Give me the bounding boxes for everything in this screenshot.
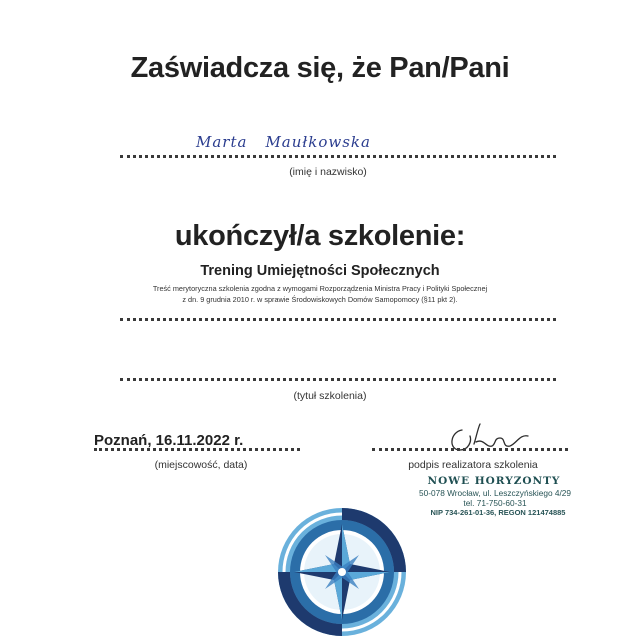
name-caption: (imię i nazwisko) xyxy=(289,166,367,178)
completed-heading: ukończył/a szkolenie: xyxy=(174,220,466,252)
stamp-address: 50-078 Wrocław, ul. Leszczyńskiego 4/29 xyxy=(418,488,572,498)
place-date-dotted-line xyxy=(94,448,300,451)
course-dotted-line-1 xyxy=(120,318,556,321)
course-caption: (tytuł szkolenia) xyxy=(293,390,367,402)
signature-scribble xyxy=(440,420,550,460)
certificate-title: Zaświadcza się, że Pan/Pani xyxy=(130,52,510,84)
place-date-caption: (miejscowość, data) xyxy=(154,459,248,471)
course-description xyxy=(0,283,640,305)
stamp-organization: NOWE HORYZONTY xyxy=(427,475,561,487)
course-description-line-2: z dn. 9 grudnia 2010 r. w sprawie Środowiskowych Domów Samopomocy (§11 pkt 2). xyxy=(182,295,458,304)
signature-caption: podpis realizatora szkolenia xyxy=(408,459,538,471)
course-name: Trening Umiejętności Społecznych xyxy=(200,263,440,279)
name-dotted-line xyxy=(120,155,556,158)
place-date: Poznań, 16.11.2022 r. xyxy=(94,432,244,449)
signature-dotted-line xyxy=(372,448,568,451)
compass-logo xyxy=(272,502,412,640)
participant-name-handwritten xyxy=(196,133,371,151)
course-description-line-1: Treść merytoryczna szkolenia zgodna z wymogami Rozporządzenia Ministra Pracy i Polityki Społecznej xyxy=(152,284,488,293)
stamp-phone: tel. 71-750-60-31 xyxy=(463,498,527,508)
course-dotted-line-2 xyxy=(120,378,556,381)
stamp-registry: NIP 734-261-01-36, REGON 121474885 xyxy=(430,508,566,517)
participant-last-name: Maułkowska xyxy=(265,133,371,151)
participant-first-name: Marta xyxy=(196,133,248,151)
